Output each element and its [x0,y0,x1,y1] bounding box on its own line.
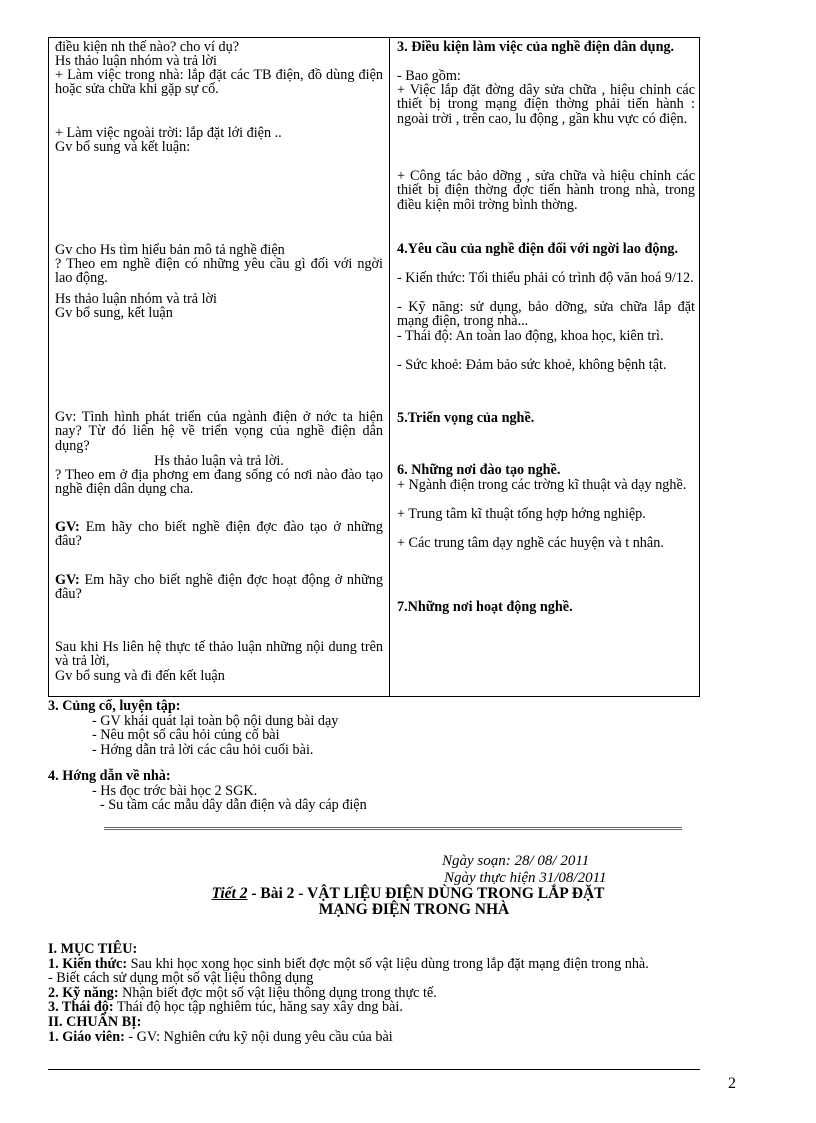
homework-heading: 4. Hớng dẫn về nhà: [48,768,171,784]
teacher-label: 1. Giáo viên: [48,1028,125,1045]
section-7-heading: 7.Những nơi hoạt động nghề. [397,599,573,615]
footer-line [48,1069,700,1070]
teacher-conclusion: Gv bổ sung và kết luận: [55,139,191,155]
section-4-heading: 4.Yêu cầu của nghề điện đối với ngời lao động. [397,241,678,257]
teacher-question: điều kiện nh thế nào? cho ví dụ? [55,39,239,55]
training-centers: + Trung tâm kĩ thuật tổng hợp hớng nghiệp. [397,506,646,522]
preparation-heading: II. CHUẨN BỊ: [48,1013,142,1030]
lesson-dates [442,853,606,887]
lesson-title-text-2: MẠNG ĐIỆN TRONG NHÀ [318,901,510,918]
teacher-preparation [48,1030,700,1045]
skill-text: Nhận biết đợc một số vật liệu thông dụng trong thực tế. [118,984,437,1001]
skill-label: 2. Kỹ năng: [48,984,119,1001]
consolidation-item: - Hớng dẫn trả lời các câu hỏi cuối bài. [92,741,314,758]
section-separator [104,827,682,830]
student-answer-outdoor: + Làm việc ngoài trời: lắp đặt lới điện .. [55,125,282,141]
objectives-heading: I. MỤC TIÊU: [48,941,138,957]
page-number: 2 [728,1075,736,1092]
homework-section [48,769,367,813]
gv-question-workplace [55,573,383,602]
consolidation-item: - Nêu một số câu hỏi củng cố bài [92,727,280,744]
section-5-heading: 5.Triển vọng của nghề. [397,410,535,426]
student-activity: Hs thảo luận nhóm và trả lời [55,53,217,69]
lesson-table [48,37,700,697]
gv-label: GV: [55,572,80,588]
objective-knowledge-extra: - Biết cách sử dụng một số vật liệu thông dụng [48,970,314,987]
training-technical-schools: + Ngành điện trong các trờng kĩ thuật và dạy nghề. [397,477,687,493]
student-answer-indoor: + Làm việc trong nhà: lắp đặt các TB điện, đồ dùng điện hoặc sửa chữa khi gặp sự cố. [55,67,383,98]
tiet-label: Tiết 2 [211,885,248,902]
training-district-centers: + Các trung tâm dạy nghề các huyện và t nhân. [397,535,664,551]
student-activity-3: Hs thảo luận và trả lời. [154,453,284,469]
gv-question-workplace-text: Em hãy cho biết nghề điện đợc hoạt động ở những đâu? [55,572,383,603]
taught-date: Ngày thực hiện 31/08/2011 [444,870,607,886]
homework-item: - Su tầm các mẫu dây dẫn điện và dây cáp điện [100,797,367,814]
teacher-final-conclusion: Gv bổ sung và đi đến kết luận [55,668,225,684]
requirement-skill: - Kỹ năng: sử dụng, bảo dỡng, sửa chữa lắp đặt mạng điện, trong nhà... [397,299,695,330]
student-summary: Sau khi Hs liên hệ thực tế thảo luận những nội dung trên và trả lời, [55,639,383,670]
homework-item: - Hs đọc trớc bài học 2 SGK. [92,782,258,799]
teacher-question-development: Gv: Tình hình phát triển của ngành điện ở nớc ta hiện nay? Từ đó liên hệ về triển vọng của nghề điện dân dụng? [55,409,383,454]
requirement-attitude: - Thái độ: An toàn lao động, khoa học, kiên trì. [397,328,664,344]
lesson-number: - Bài 2 - [247,885,308,902]
gv-question-training [55,520,383,549]
knowledge-label: 1. Kiến thức: [48,955,128,972]
requirement-health: - Sức khoẻ: Đảm bảo sức khoẻ, không bệnh tật. [397,357,667,373]
section-3-heading: 3. Điều kiện làm việc của nghề điện dân dụng. [397,39,675,55]
column-divider [389,38,390,696]
consolidation-item: - GV khái quát lại toàn bộ nội dung bài dạy [92,712,339,729]
prepared-date: Ngày soạn: 28/ 08/ 2011 [442,853,590,869]
requirement-knowledge: - Kiến thức: Tối thiểu phải có trình độ văn hoá 9/12. [397,270,694,286]
lesson-title-line1 [0,886,816,902]
teacher-prep-text: - GV: Nghiên cứu kỹ nội dung yêu cầu của bài [124,1028,393,1045]
teacher-instruction: Gv cho Hs tìm hiểu bản mô tả nghề điện [55,242,285,258]
gv-label: GV: [55,519,80,535]
section-6-heading: 6. Những nơi đào tạo nghề. [397,462,561,478]
objective-attitude [48,1000,700,1015]
question-requirements: ? Theo em nghề điện có những yêu cầu gì đối với ngời lao động. [55,256,383,287]
attitude-label: 3. Thái độ: [48,999,114,1016]
consolidation-heading: 3. Củng cố, luyện tập: [48,698,181,714]
objective-knowledge [48,957,700,972]
student-activity-2: Hs thảo luận nhóm và trả lời [55,291,217,307]
gv-question-training-text: Em hãy cho biết nghề điện đợc đào tạo ở những đâu? [55,519,383,550]
objective-skill [48,986,700,1001]
knowledge-text: Sau khi học xong học sinh biết đợc một số vật liệu dùng trong lắp đặt mạng điện trong nhà. [127,955,649,972]
attitude-text: Thái độ học tập nghiêm túc, hăng say xây dng bài. [113,999,403,1016]
consolidation-section [48,699,338,757]
section-3-outdoor: + Việc lắp đặt đờng dây sửa chữa , hiệu chỉnh các thiết bị trong mạng điện thờng phải tiến hành : ngoài trời , trên cao, lu động , gần khu vực có điện. [397,82,695,127]
section-3-include: - Bao gồm: [397,68,461,84]
objectives-section [48,942,700,1044]
lesson-title-text-1: VẬT LIỆU ĐIỆN DÙNG TRONG LẮP ĐẶT [307,885,605,902]
section-3-indoor: + Công tác bảo dỡng , sửa chữa và hiệu chỉnh các thiết bị điện thờng đợc tiến hành trong nhà, trong điều kiện môi trờng bình thờng. [397,168,695,213]
lesson-title [0,886,816,918]
question-local-training: ? Theo em ở địa phơng em đang sống có nơi nào đào tạo nghề điện dân dụng cha. [55,467,383,498]
teacher-conclusion-2: Gv bổ sung, kết luận [55,305,173,321]
